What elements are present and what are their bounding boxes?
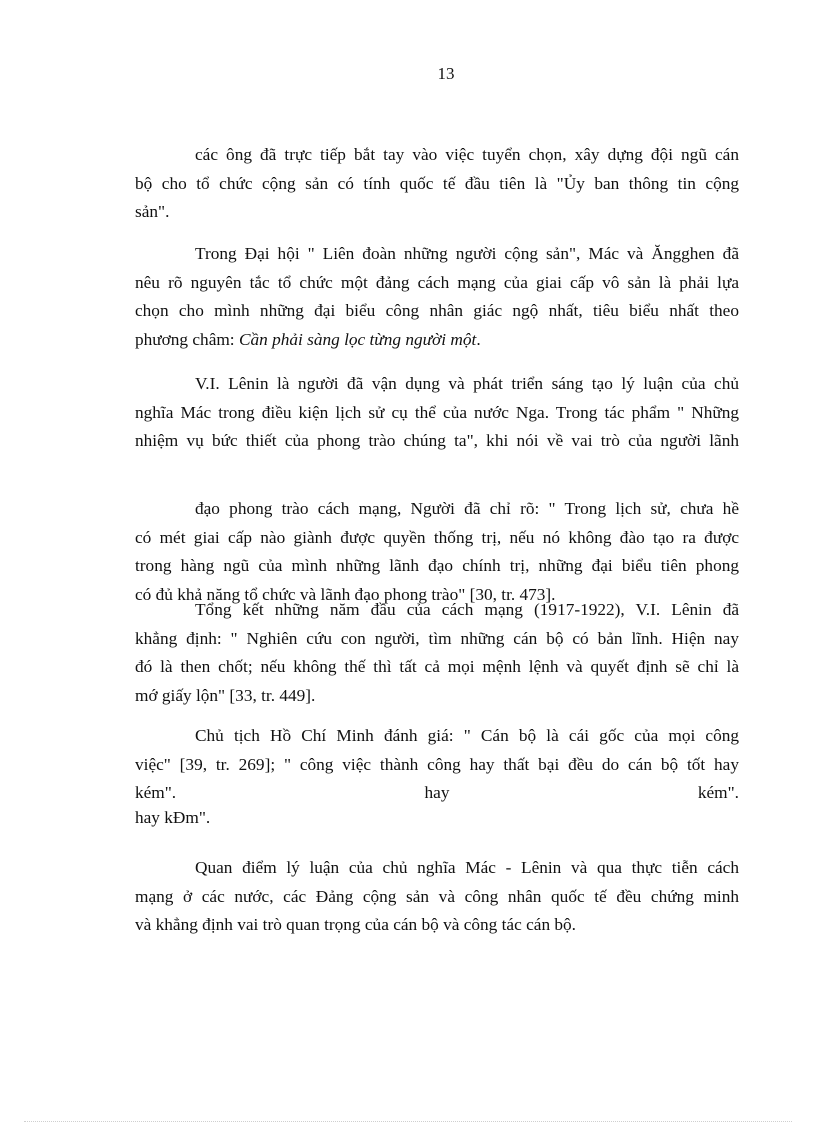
text-line: Chủ tịch Hồ Chí Minh đánh giá: " Cán bộ là cái gốc của mọi công [195, 726, 739, 745]
italic-quote: Cần phải sàng lọc từng người một [238, 329, 477, 349]
text-line: V.I. Lênin là người đã vận dụng và phát triển sáng tạo lý luận của chủ [195, 374, 739, 393]
text-line: mớ giấy lộn" [33, tr. 449]. [135, 685, 316, 705]
text-line: các ông đã trực tiếp bắt tay vào việc tuyển chọn, xây dựng đội ngũ cán [195, 145, 739, 164]
text-line [135, 779, 739, 808]
text-run: kém". [697, 783, 739, 802]
text-line: Tổng kết những năm đầu của cách mạng (1917-1922), V.I. Lênin đã [195, 600, 739, 619]
paragraph-6 [135, 722, 739, 828]
paragraph-1 [135, 141, 739, 227]
text-line: đạo phong trào cách mạng, Người đã chỉ rõ: " Trong lịch sử, chưa hề [195, 499, 739, 518]
text-line: bộ cho tổ chức cộng sản có tính quốc tế đầu tiên là "Ủy ban thông tin cộng [135, 173, 739, 193]
text-line: trong hàng ngũ của mình những lãnh đạo chính trị, những đại biểu tiên phong [135, 556, 739, 575]
paragraph-4 [135, 495, 739, 609]
text-run: kém". [135, 783, 177, 802]
page-number: 13 [437, 64, 455, 83]
text-run: . [476, 329, 481, 349]
text-line: nghĩa Mác trong điều kiện lịch sử cụ thể của nước Nga. Trong tác phẩm " Những [135, 402, 739, 422]
text-line: có mét giai cấp nào giành được quyền thống trị, nếu nó không đào tạo ra được [135, 527, 739, 547]
text-line: Trong Đại hội " Liên đoàn những người cộng sản", Mác và Ăngghen đã [195, 244, 739, 263]
paragraph-5 [135, 596, 739, 710]
text-line: mạng ở các nước, các Đảng cộng sản và công nhân quốc tế đều chứng minh [135, 886, 739, 906]
text-line: hay kĐm". [135, 807, 211, 827]
text-run: hay [424, 783, 450, 802]
text-line: và khẳng định vai trò quan trọng của cán bộ và công tác cán bộ. [135, 915, 577, 934]
text-run: phương châm: [135, 329, 239, 349]
text-line: việc" [39, tr. 269]; " công việc thành công hay thất bại đều do cán bộ tốt hay [135, 754, 739, 774]
text-line: đó là then chốt; nếu không thế thì tất cả mọi mệnh lệnh và quyết định sẽ chỉ là [135, 657, 739, 676]
text-line: chọn cho mình những đại biểu công nhân giác ngộ nhất, tiêu biểu nhất theo [135, 301, 739, 320]
page-bottom-divider [24, 1121, 792, 1122]
text-line: khẳng định: " Nghiên cứu con người, tìm những cán bộ có bản lĩnh. Hiện nay [135, 628, 739, 648]
paragraph-2 [135, 240, 739, 354]
paragraph-7 [135, 854, 739, 940]
text-line: nhiệm vụ bức thiết của phong trào chúng ta", khi nói về vai trò của người lãnh [135, 431, 739, 450]
text-line [135, 326, 739, 355]
paragraph-3 [135, 370, 739, 456]
text-line: sản". [135, 202, 170, 221]
text-line: nêu rõ nguyên tắc tổ chức một đảng cách mạng của giai cấp vô sản là phải lựa [135, 272, 739, 292]
text-line: Quan điểm lý luận của chủ nghĩa Mác - Lênin và qua thực tiễn cách [195, 858, 739, 877]
text-line: có đủ khả năng tổ chức và lãnh đạo phong trào" [30, tr. 473]. [135, 584, 556, 604]
